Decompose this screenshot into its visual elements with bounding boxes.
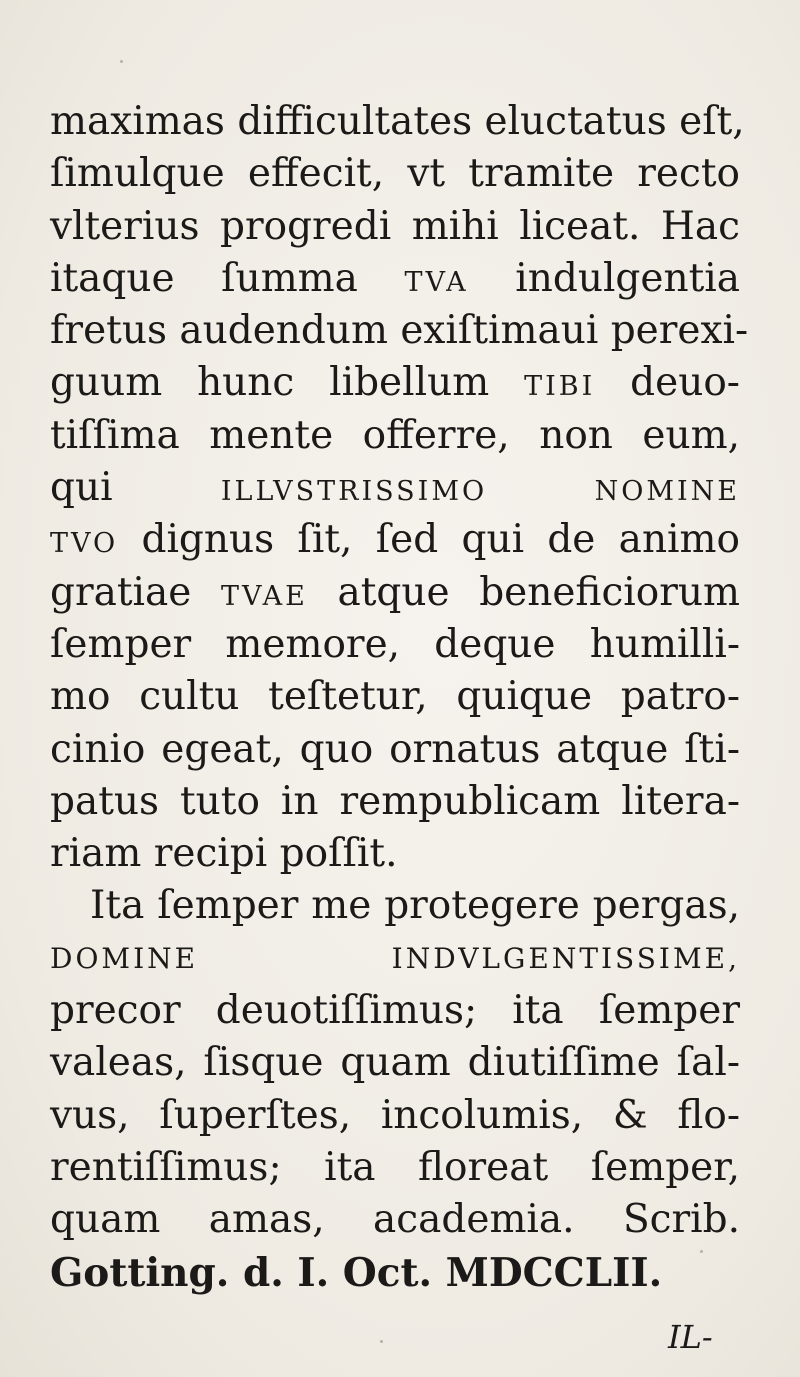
text-fragment: itaque ſumma — [50, 255, 358, 301]
text-line-14: patus tuto in rempublicam litera- — [50, 778, 740, 824]
paper-speck — [380, 1340, 383, 1343]
text-fragment: indulgentia — [515, 255, 740, 301]
text-line-7: tiſſima mente offerre, non eum, — [50, 412, 740, 458]
text-line-17: DOMINE INDVLGENTISSIME, — [50, 941, 740, 975]
text-line-2: ſimulque effecit, vt tramite recto — [50, 151, 740, 197]
small-caps-illustrissimo: ILLVSTRISSIMO NOMINE — [220, 476, 740, 508]
text-line-16: Ita ſemper me protegere pergas, — [90, 883, 740, 929]
text-fragment: guum hunc libellum — [50, 360, 490, 406]
text-line-4 — [50, 253, 740, 305]
text-line-3: vlterius progredi mihi liceat. Hac — [50, 203, 740, 249]
text-line-18: precor deuotiſſimus; ita ſemper — [50, 988, 740, 1034]
text-line-15: riam recipi poſſit. — [50, 831, 398, 877]
text-line-6 — [50, 357, 740, 409]
text-line-13: cinio egeat, quo ornatus atque ſti- — [50, 726, 740, 772]
text-line-12: mo cultu teſtetur, quique patro- — [50, 674, 740, 720]
text-fragment: gratiae — [50, 569, 192, 615]
text-fragment: atque beneficiorum — [337, 569, 740, 615]
text-line-10 — [50, 567, 740, 619]
paper-speck — [120, 60, 123, 63]
text-line-9 — [50, 514, 740, 566]
dedication-text — [50, 96, 749, 1299]
text-line-8 — [50, 462, 740, 514]
text-line-11: ſemper memore, deque humilli- — [50, 621, 740, 667]
text-fragment: deuo- — [630, 360, 740, 406]
text-fragment: dignus ſit, ſed qui de animo — [141, 517, 740, 563]
small-caps-tvae: TVAE — [220, 580, 308, 612]
text-line-5: fretus audendum exiſtimaui perexi- — [50, 308, 749, 354]
text-line-21: rentiſſimus; ita floreat ſemper, — [50, 1144, 740, 1190]
text-line-23: Gotting. d. I. Oct. MDCCLII. — [50, 1249, 663, 1296]
catchword: IL- — [668, 1318, 713, 1356]
text-fragment: qui — [50, 465, 113, 511]
small-caps-tva: TVA — [404, 266, 469, 298]
text-line-22: quam amas, academia. Scrib. — [50, 1197, 740, 1243]
small-caps-tibi: TIBI — [524, 371, 596, 403]
text-line-20: vus, ſuperſtes, incolumis, & flo- — [50, 1092, 740, 1138]
small-caps-tvo: TVO — [50, 528, 119, 560]
text-line-1: maximas difficultates eluctatus eſt, — [50, 99, 745, 144]
text-line-19: valeas, ſisque quam diutiſſime ſal- — [50, 1040, 740, 1086]
paper-speck — [700, 1250, 703, 1253]
